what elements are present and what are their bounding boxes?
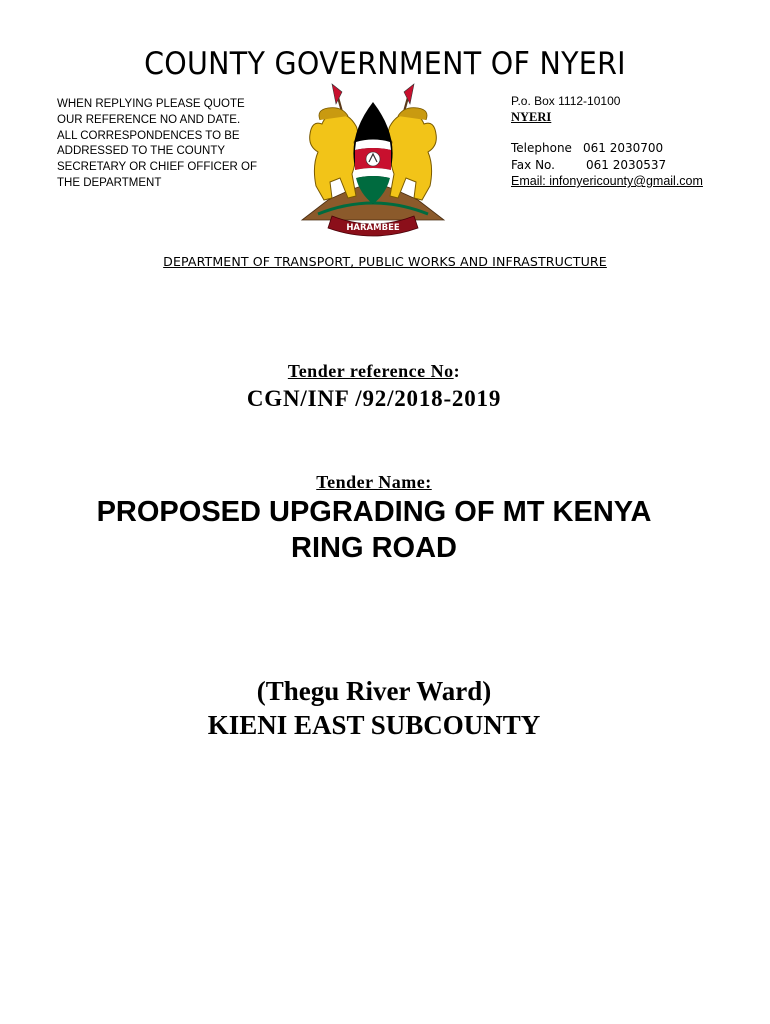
reference-note-line: SECRETARY OR CHIEF OFFICER OF bbox=[57, 161, 257, 174]
reference-note-line: OUR REFERENCE NO AND DATE. bbox=[57, 113, 241, 126]
fax-number: 061 2030537 bbox=[586, 157, 667, 172]
tender-reference-colon: : bbox=[453, 361, 461, 381]
fax-row bbox=[511, 157, 703, 174]
coat-motto: HARAMBEE bbox=[346, 223, 400, 233]
tender-name-label: Tender Name: bbox=[316, 472, 432, 492]
reference-note-line: ALL CORRESPONDENCES TO BE bbox=[57, 129, 240, 142]
department-heading: DEPARTMENT OF TRANSPORT, PUBLIC WORKS AND INFRASTRUCTURE bbox=[163, 254, 607, 269]
reference-note-line: WHEN REPLYING PLEASE QUOTE bbox=[57, 98, 245, 110]
tender-title-line: PROPOSED UPGRADING OF MT KENYA bbox=[96, 496, 652, 528]
reference-note bbox=[57, 97, 282, 192]
reference-note-line: ADDRESSED TO THE COUNTY bbox=[57, 145, 226, 158]
tender-reference-label-text: Tender reference No bbox=[287, 361, 454, 381]
ward-name: (Thegu River Ward) bbox=[256, 676, 492, 706]
fax-label: Fax No. bbox=[511, 157, 555, 172]
reference-note-line: THE DEPARTMENT bbox=[57, 176, 162, 189]
tender-title bbox=[60, 494, 688, 566]
po-box: P.o. Box 1112-10100 bbox=[511, 94, 621, 108]
tender-reference-number: CGN/INF /92/2018-2019 bbox=[246, 386, 502, 411]
county-title: COUNTY GOVERNMENT OF NYERI bbox=[144, 46, 626, 82]
telephone-number: 061 2030700 bbox=[583, 141, 664, 155]
email-link[interactable]: Email: infonyericounty@gmail.com bbox=[511, 174, 703, 188]
tender-title-line: RING ROAD bbox=[291, 532, 457, 564]
subcounty-name: KIENI EAST SUBCOUNTY bbox=[207, 710, 541, 740]
telephone-label: Telephone bbox=[511, 141, 572, 155]
postal-address bbox=[511, 93, 620, 125]
telephone-row bbox=[511, 140, 703, 157]
kenya-coat-of-arms-icon bbox=[298, 82, 448, 242]
location-block bbox=[0, 674, 748, 742]
contact-block bbox=[511, 140, 703, 190]
town: NYERI bbox=[511, 110, 552, 124]
tender-reference-label bbox=[0, 361, 748, 382]
